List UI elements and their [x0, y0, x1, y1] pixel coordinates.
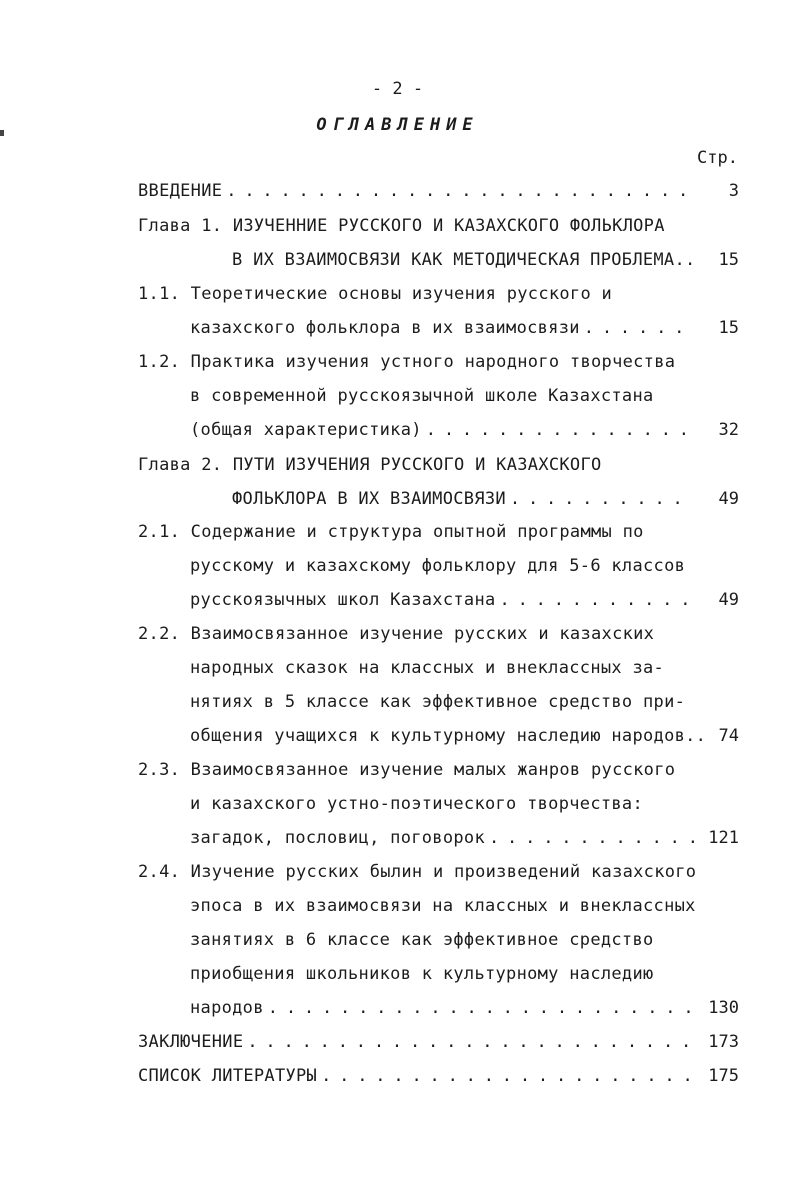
toc-page: 121: [708, 828, 739, 848]
toc-leader: [584, 318, 688, 338]
toc-line: и казахского устно-поэтического творчества:: [190, 794, 643, 814]
toc-line: нятиях в 5 классе как эффективное средство при-: [190, 692, 686, 712]
toc-line: 2.3. Взаимосвязанное изучение малых жанров русского: [138, 760, 676, 780]
toc-line: казахского фольклора в их взаимосвязи: [190, 318, 580, 338]
toc-line: ЗАКЛЮЧЕНИЕ: [138, 1032, 244, 1052]
toc-leader: [500, 590, 688, 610]
toc-page: 130: [708, 998, 739, 1018]
toc-page: 15: [718, 250, 739, 270]
toc-leader: [321, 1066, 694, 1086]
toc-leader: [426, 420, 688, 440]
toc-entry: [190, 590, 688, 610]
toc-line: 2.4. Изучение русских былин и произведений казахского: [138, 862, 697, 882]
toc-line: (общая характеристика): [190, 420, 422, 440]
toc-leader: [247, 1032, 694, 1052]
toc-line: Глава 2. ПУТИ ИЗУЧЕНИЯ РУССКОГО И КАЗАХСКОГО: [138, 455, 602, 475]
toc-line: занятиях в 6 классе как эффективное средство: [190, 930, 654, 950]
toc-page: 3: [728, 181, 739, 201]
toc-page: 74: [718, 726, 739, 746]
toc-entry-conclusion: [138, 1032, 694, 1052]
toc-line: 2.1. Содержание и структура опытной программы по: [138, 522, 644, 542]
toc-leader: [510, 489, 688, 509]
toc-line: 1.1. Теоретические основы изучения русского и: [138, 284, 613, 304]
page-column-label: Стр.: [697, 148, 738, 168]
toc-page: 49: [718, 489, 739, 509]
toc-entry-references: [138, 1066, 694, 1086]
toc-entry: [190, 828, 694, 848]
toc-line: В ИХ ВЗАИМОСВЯЗИ КАК МЕТОДИЧЕСКАЯ ПРОБЛЕМА..: [232, 250, 696, 270]
toc-line: Глава 1. ИЗУЧЕННИЕ РУССКОГО И КАЗАХСКОГО ФОЛЬКЛОРА: [138, 216, 665, 236]
toc-page: 173: [708, 1032, 739, 1052]
toc-leader: [489, 828, 694, 848]
toc-line: приобщения школьников к культурному наследию: [190, 964, 654, 984]
toc-line: народных сказок на классных и внеклассных за-: [190, 658, 665, 678]
toc-leader: [226, 181, 688, 201]
toc-line: загадок, пословиц, поговорок: [190, 828, 485, 848]
toc-entry: [190, 318, 688, 338]
page-number: - 2 -: [371, 79, 424, 99]
toc-line: русскому и казахскому фольклору для 5-6 классов: [190, 556, 686, 576]
toc-line: 2.2. Взаимосвязанное изучение русских и казахских: [138, 624, 655, 644]
toc-entry-introduction: [138, 181, 688, 201]
toc-page: 15: [718, 318, 739, 338]
toc-line: эпоса в их взаимосвязи на классных и внеклассных: [190, 896, 696, 916]
toc-page: 49: [718, 590, 739, 610]
toc-page: 175: [708, 1066, 739, 1086]
toc-leader: [268, 998, 694, 1018]
toc-line: ФОЛЬКЛОРА В ИХ ВЗАИМОСВЯЗИ: [232, 489, 506, 509]
toc-line: в современной русскоязычной школе Казахстана: [190, 386, 654, 406]
toc-line: СПИСОК ЛИТЕРАТУРЫ: [138, 1066, 318, 1086]
toc-line: русскоязычных школ Казахстана: [190, 590, 496, 610]
toc-line: общения учащихся к культурному наследию народов..: [190, 726, 707, 746]
page-title: ОГЛАВЛЕНИЕ: [316, 115, 479, 135]
toc-entry: [190, 420, 688, 440]
toc-line: ВВЕДЕНИЕ: [138, 181, 223, 201]
toc-entry: [232, 489, 688, 509]
toc-line: 1.2. Практика изучения устного народного творчества: [138, 352, 676, 372]
toc-page: 32: [718, 420, 739, 440]
toc-line: народов: [190, 998, 264, 1018]
toc-entry: [190, 998, 694, 1018]
